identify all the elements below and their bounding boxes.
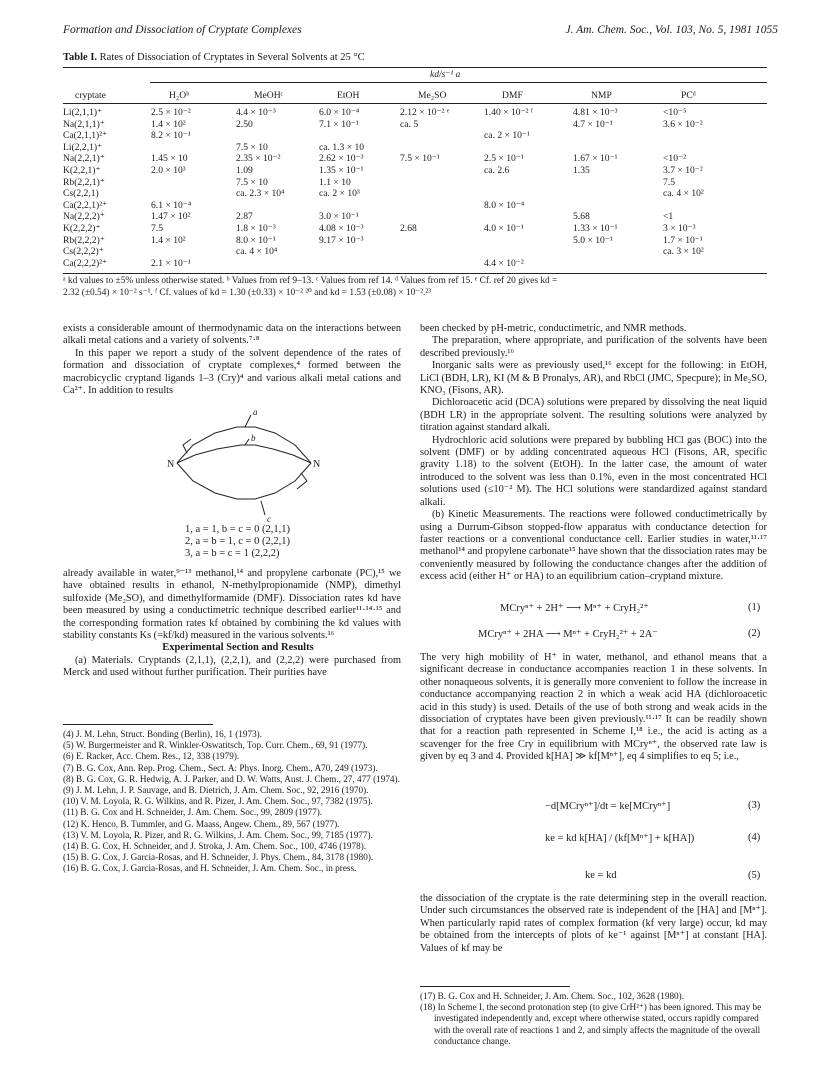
- bridge-label-a: a: [253, 407, 258, 417]
- table-cell-value: 1.35: [573, 165, 590, 176]
- left-column-cont: [63, 568, 401, 680]
- paragraph: exists a considerable amount of thermodynamic data on the interactions between alkali metal cations and a variety of solvents.⁷·⁸: [63, 323, 401, 347]
- bridge-label-b: b: [251, 433, 256, 443]
- table-column-header: EtOH: [337, 90, 360, 101]
- table-cell-value: <1: [663, 211, 674, 223]
- table-cell-value: 2.5 × 10⁻¹: [484, 153, 524, 165]
- table-cell-value: 1.33 × 10⁻¹: [573, 223, 618, 234]
- table-cell-value: 1.8 × 10⁻³: [236, 223, 276, 234]
- table-cell-value: 2.12 × 10⁻² ᵉ: [400, 107, 450, 118]
- paragraph: The preparation, where appropriate, and purification of the solvents have been described previously.¹⁶: [420, 335, 767, 359]
- table-top-rule: [63, 67, 767, 68]
- table-cell-cryptate: K(2,2,2)⁺: [63, 223, 101, 234]
- table-cell-cryptate: Li(2,2,1)⁺: [63, 141, 103, 153]
- footnote-rule-right: [420, 986, 570, 987]
- reference-item: (4) J. M. Lehn, Struct. Bonding (Berlin), 16, 1 (1973).: [63, 729, 263, 739]
- section-heading: Experimental Section and Results: [162, 642, 314, 654]
- table-cell-value: 4.0 × 10⁻¹: [484, 223, 524, 234]
- structure-label-2: 2, a = b = 1, c = 0 (2,2,1): [185, 536, 290, 547]
- table-cell-value: 7.5 × 10: [236, 176, 268, 188]
- table-cell-value: 1.4 × 10²: [151, 234, 186, 246]
- table-cell-cryptate: Na(2,2,2)⁺: [63, 211, 105, 223]
- reference-item: (16) B. G. Cox, J. Garcia-Rosas, and H. Schneider, J. Am. Chem. Soc., in press.: [63, 863, 357, 874]
- right-column-end: [420, 893, 767, 955]
- table-cell-value: 1.67 × 10⁻¹: [573, 153, 618, 165]
- reference-item: (13) V. M. Loyola, R. Pizer, and R. G. Wilkins, J. Am. Chem. Soc., 99, 7185 (1977).: [63, 829, 373, 840]
- equation-4-number: (4): [748, 832, 761, 843]
- table-cell-value: 7.5: [151, 223, 163, 234]
- table-caption: Rates of Dissociation of Cryptates in Several Solvents at 25 °C: [99, 52, 365, 63]
- reference-item: (12) K. Henco, B. Tummler, and G. Maass, Angew. Chem., 89, 567 (1977).: [63, 818, 340, 829]
- table-cell-cryptate: Cs(2,2,2)⁺: [63, 246, 104, 258]
- table-cell-value: 4.4 × 10⁻²: [484, 257, 524, 269]
- table-cell-value: 9.17 × 10⁻³: [319, 234, 364, 246]
- equation-1: MCryⁿ⁺ + 2H⁺ ⟶ Mⁿ⁺ + CryH₂²⁺: [500, 603, 649, 614]
- left-column: [63, 323, 401, 397]
- ring-fragment: [183, 439, 191, 453]
- table-footnote-1: ᵃ kd values to ±5% unless otherwise stated. ᵇ Values from ref 9–13. ᶜ Values from ref 14. ᵈ Values from ref 15. ᵉ Cf. ref 20 gives kd =: [63, 276, 558, 286]
- reference-item: (7) B. G. Cox, Ann. Rep. Prog. Chem., Sect. A: Phys. Inorg. Chem., A70, 249 (1973).: [63, 762, 378, 773]
- running-header: [63, 24, 778, 40]
- reference-item: (5) W. Burgermeister and R. Winkler-Oswatitsch, Top. Curr. Chem., 69, 91 (1977).: [63, 740, 368, 751]
- cryptand-structure-diagram: [165, 405, 325, 525]
- table-label: Table I.: [63, 52, 98, 63]
- table-cell-value: ca. 5: [400, 118, 419, 130]
- table-cell-value: 1.35 × 10⁻¹: [319, 165, 364, 176]
- table-cell-value: 6.1 × 10⁻⁴: [151, 199, 192, 211]
- table-cell-value: 1.1 × 10: [319, 176, 351, 188]
- table-title: [63, 52, 365, 63]
- table-cell-value: 1.09: [236, 165, 253, 176]
- table-cell-value: 4.4 × 10⁻³: [236, 107, 276, 118]
- equation-5-number: (5): [748, 870, 761, 881]
- paragraph: the dissociation of the cryptate is the rate determining step in the overall reaction. Under such circumstances the observed rate is independent of the [HA] and [Mⁿ⁺]. When particularly rapid rates of complex formation (kf very large) occur, kd may be obtained from the intercepts of plots of ke⁻¹ against [Mⁿ⁺] at constant [HA]. Values of kf may be: [420, 893, 767, 954]
- table-column-header: Me₂SO: [418, 90, 447, 101]
- table-cell-cryptate: Ca(2,1,1)²⁺: [63, 130, 108, 142]
- table-cell-value: 4.81 × 10⁻³: [573, 107, 618, 118]
- table-cell-value: ca. 1.3 × 10: [319, 141, 365, 153]
- equation-3-number: (3): [748, 800, 761, 811]
- reference-item: (14) B. G. Cox, H. Schneider, and J. Stroka, J. Am. Chem. Soc., 100, 4746 (1978).: [63, 841, 367, 852]
- paragraph: Dichloroacetic acid (DCA) solutions were prepared by dissolving the neat liquid (BDH LR) in the appropriate solvent. The resulting solutions were analyzed by titration against standard alkali.: [420, 397, 767, 434]
- table-header-rule: [63, 103, 767, 104]
- table-cell-value: 7.1 × 10⁻¹: [319, 118, 359, 130]
- table-cell-value: 7.5: [663, 176, 675, 188]
- table-cell-cryptate: Na(2,1,1)⁺: [63, 118, 105, 130]
- table-cell-value: 5.68: [573, 211, 590, 223]
- table-cell-value: 2.50: [236, 118, 253, 130]
- table-cell-value: 1.45 × 10: [151, 153, 188, 165]
- reference-item: (10) V. M. Loyola, R. G. Wilkins, and R. Pizer, J. Am. Chem. Soc., 97, 7382 (1975).: [63, 796, 373, 807]
- bridge-label-stem: [245, 439, 249, 445]
- table-cell-value: 1.4 × 10²: [151, 118, 186, 130]
- table-cell-value: 4.08 × 10⁻³: [319, 223, 364, 234]
- paragraph: In this paper we report a study of the solvent dependence of the rates of formation and dissociation of cryptate complexes,⁴ formed between the macrobicyclic cryptand ligands 1–3 (Cry)⁴ and various alkali metal cations and Ca²⁺. In addition to results: [63, 347, 401, 397]
- table-cell-value: <10⁻²: [663, 153, 686, 165]
- references-left: [63, 729, 401, 875]
- paragraph: already available in water,⁹⁻¹³ methanol,¹⁴ and propylene carbonate (PC),¹⁵ we have obtained results in ethanol, N-methylpropionamide (NMP), dimethyl sulfoxide (Me₂SO), and dimethylformamide (DMF). Dissociation rates kd have been measured by using a conductimetric technique described earlier¹¹·¹⁴·¹⁵ and the corresponding formation rates kf obtained by combining the kd values with stability constants Ks (=kf/kd) measured in the various solvents.¹⁶: [63, 568, 401, 642]
- table-column-header: NMP: [591, 90, 612, 101]
- table-cell-value: ca. 4 × 10⁴: [236, 246, 278, 258]
- footnote-rule: [63, 724, 213, 725]
- table-cell-value: 5.0 × 10⁻¹: [573, 234, 613, 246]
- table-cell-value: 3.6 × 10⁻²: [663, 118, 703, 130]
- table-cell-value: 2.0 × 10³: [151, 165, 186, 176]
- kd-header: kd/s⁻¹ a: [430, 70, 461, 80]
- reference-item: (15) B. G. Cox, J. Garcia-Rosas, and H. Schneider, J. Phys. Chem., 84, 3178 (1980).: [63, 852, 374, 863]
- table-cell-value: 7.5 × 10⁻¹: [400, 153, 440, 165]
- bridge-label-stem: [261, 501, 265, 515]
- table-cell-value: 7.5 × 10: [236, 141, 268, 153]
- table-cell-value: ca. 2 × 10⁻¹: [484, 130, 530, 142]
- table-cell-cryptate: Ca(2,2,2)²⁺: [63, 257, 108, 269]
- paragraph: The very high mobility of H⁺ in water, methanol, and ethanol means that a significant decrease in conductance accompanies reaction 1 in these solvents. In other nonaqueous solvents, it is generally more convenient to follow the increase in conductance accompanying reaction 2 in which a weak acid HA (dichloroacetic acid in this study) is used. Details of the use of both strong and weak acids in the dissociation of cryptates have been given previously.¹¹·¹⁷ It can be readily shown that for a reaction path represented in Scheme I,¹⁸ i.e., the acid is acting as a scavenger for the free Cry in equilibrium with MCryⁿ⁺, the observed rate law is given by eq 3 and 4. Provided k[HA] ≫ kf[Mⁿ⁺], eq 4 simplifies to eq 5; i.e.,: [420, 652, 767, 763]
- table-cell-value: 8.0 × 10⁻¹: [236, 234, 276, 246]
- ring-fragment: [297, 473, 307, 489]
- table-cell-cryptate: Na(2,2,1)⁺: [63, 153, 105, 165]
- structure-label-3: 3, a = b = c = 1 (2,2,2): [185, 548, 280, 559]
- table-cell-value: 3 × 10⁻³: [663, 223, 696, 234]
- table-cell-value: 2.62 × 10⁻³: [319, 153, 364, 165]
- table-cell-value: ca. 4 × 10²: [663, 188, 704, 200]
- table-cell-value: 4.7 × 10⁻¹: [573, 118, 613, 130]
- table-cell-value: 2.35 × 10⁻²: [236, 153, 281, 165]
- paragraph: (a) Materials. Cryptands (2,1,1), (2,2,1), and (2,2,2) were purchased from Merck and used without further purification. Their purities have: [63, 654, 401, 679]
- reference-item: (9) J. M. Lehn, J. P. Sauvage, and B. Dietrich, J. Am. Chem. Soc., 92, 2916 (1970).: [63, 785, 369, 796]
- table-cell-cryptate: Rb(2,2,2)⁺: [63, 234, 105, 246]
- table-column-header: cryptate: [75, 90, 106, 101]
- table-cell-value: 2.87: [236, 211, 253, 223]
- reference-item: (18) In Scheme I, the second protonation step (to give CrH²⁺) has been ignored. This may be investigated independently and, except where otherwise stated, occurs rapidly compared with the overall rate of reactions 1 and 2, and simply affects the magnitude of the overall conductance change.: [420, 1002, 762, 1046]
- table-cell-value: 2.68: [400, 223, 417, 234]
- paragraph: Hydrochloric acid solutions were prepared by bubbling HCl gas (BOC) into the solvent (DMF) or by adding concentrated aqueous HCl (Fisons, AR, specific gravity 1.18) to the solvent (EtOH). In the latter case, the amount of water introduced to the solvent was less than 0.1%, even in the most concentrated HCl solutions used (≤10⁻² M). The HCl solutions were standardized against standard alkali.: [420, 434, 767, 508]
- table-cell-cryptate: Li(2,1,1)⁺: [63, 107, 103, 118]
- table-cell-value: 8.2 × 10⁻¹: [151, 130, 191, 142]
- equation-2-number: (2): [748, 628, 761, 639]
- table-bottom-rule: [63, 273, 767, 274]
- nitrogen-label: N: [167, 459, 175, 470]
- lower-bridge: [177, 463, 311, 499]
- paragraph: Inorganic salts were as previously used,¹⁶ except for the following: in EtOH, LiCl (BDH, LR), KI (M & B Pronalys, AR), and RbCl (JMC, Specpure); in Me₂SO, KNO₃ (Fisons, AR).: [420, 360, 767, 397]
- table-cell-value: ca. 2.3 × 10⁴: [236, 188, 285, 200]
- right-column-cont: [420, 652, 767, 764]
- table-column-header: PCᵈ: [681, 90, 696, 101]
- middle-bridge: [177, 445, 311, 463]
- table-cell-value: 1.7 × 10⁻¹: [663, 234, 703, 246]
- table-cell-value: ca. 2.6: [484, 165, 510, 176]
- nitrogen-label: N: [313, 459, 321, 470]
- reference-item: (17) B. G. Cox and H. Schneider, J. Am. Chem. Soc., 102, 3628 (1980).: [420, 991, 685, 1001]
- equation-2: MCryⁿ⁺ + 2HA ⟶ Mⁿ⁺ + CryH₂²⁺ + 2A⁻: [478, 629, 658, 640]
- right-column: [420, 323, 767, 584]
- bridge-label-stem: [245, 415, 251, 427]
- bridge-label-c: c: [267, 514, 271, 524]
- table-cell-value: 1.47 × 10²: [151, 211, 191, 223]
- equation-4: ke = kd k[HA] / (kf[Mⁿ⁺] + k[HA]): [545, 833, 695, 844]
- structure-label-1: 1, a = 1, b = c = 0 (2,1,1): [185, 524, 290, 535]
- reference-item: (8) B. G. Cox, G. R. Hedwig, A. J. Parker, and D. W. Watts, Aust. J. Chem., 27, 477 (1974).: [63, 773, 400, 784]
- table-column-header: MeOHᶜ: [254, 90, 284, 101]
- table-cell-value: ca. 2 × 10³: [319, 188, 360, 200]
- table-cell-value: <10⁻⁵: [663, 107, 687, 118]
- paragraph: (b) Kinetic Measurements. The reactions were followed conductimetrically by using a Durrum-Gibson stopped-flow apparatus with conductance detection for faster reactions or a conventional conductance cell. Earlier studies in water,¹¹·¹⁷ methanol¹⁴ and propylene carbonate¹⁵ have shown that the dissociation rates may be conveniently measured by following the conductance changes after the addition of excess acid (either H⁺ or HA) to an equilibrium cation–cryptand mixture.: [420, 509, 767, 583]
- table-column-header: H₂Oᵇ: [169, 90, 190, 101]
- table-cell-value: 1.40 × 10⁻² ᶠ: [484, 107, 533, 118]
- references-right: [420, 991, 767, 1047]
- table-column-header: DMF: [502, 90, 523, 101]
- kd-span-rule: [150, 82, 767, 83]
- paragraph: been checked by pH-metric, conductimetric, and NMR methods.: [420, 323, 687, 334]
- table-cell-value: 8.0 × 10⁻⁴: [484, 199, 525, 211]
- table-cell-value: 3.7 × 10⁻²: [663, 165, 703, 176]
- table-cell-value: 2.1 × 10⁻¹: [151, 257, 191, 269]
- header-journal: J. Am. Chem. Soc., Vol. 103, No. 5, 1981 1055: [565, 24, 778, 36]
- table-footnote-2: 2.32 (±0.54) × 10⁻² s⁻¹. ᶠ Cf. values of kd = 1.30 (±0.33) × 10⁻² ²⁰ and kd = 1.53 (±0.08) × 10⁻².²³: [63, 288, 432, 298]
- header-title: Formation and Dissociation of Cryptate Complexes: [63, 24, 302, 36]
- equation-1-number: (1): [748, 602, 761, 613]
- reference-item: (11) B. G. Cox and H. Schneider, J. Am. Chem. Soc., 99, 2809 (1977).: [63, 807, 323, 818]
- table-cell-value: ca. 3 × 10²: [663, 246, 704, 258]
- equation-5: ke = kd: [585, 870, 617, 881]
- table-cell-value: 6.0 × 10⁻⁴: [319, 107, 360, 118]
- reference-item: (6) E. Racker, Acc. Chem. Res., 12, 338 (1979).: [63, 751, 240, 762]
- equation-3: −d[MCryⁿ⁺]/dt = ke[MCryⁿ⁺]: [545, 801, 671, 812]
- table-cell-value: 3.0 × 10⁻¹: [319, 211, 359, 223]
- table-cell-cryptate: Rb(2,2,1)⁺: [63, 176, 105, 188]
- table-cell-cryptate: K(2,2,1)⁺: [63, 165, 101, 176]
- table-cell-cryptate: Cs(2,2,1): [63, 188, 99, 200]
- table-cell-value: 2.5 × 10⁻²: [151, 107, 191, 118]
- table-cell-cryptate: Ca(2,2,1)²⁺: [63, 199, 108, 211]
